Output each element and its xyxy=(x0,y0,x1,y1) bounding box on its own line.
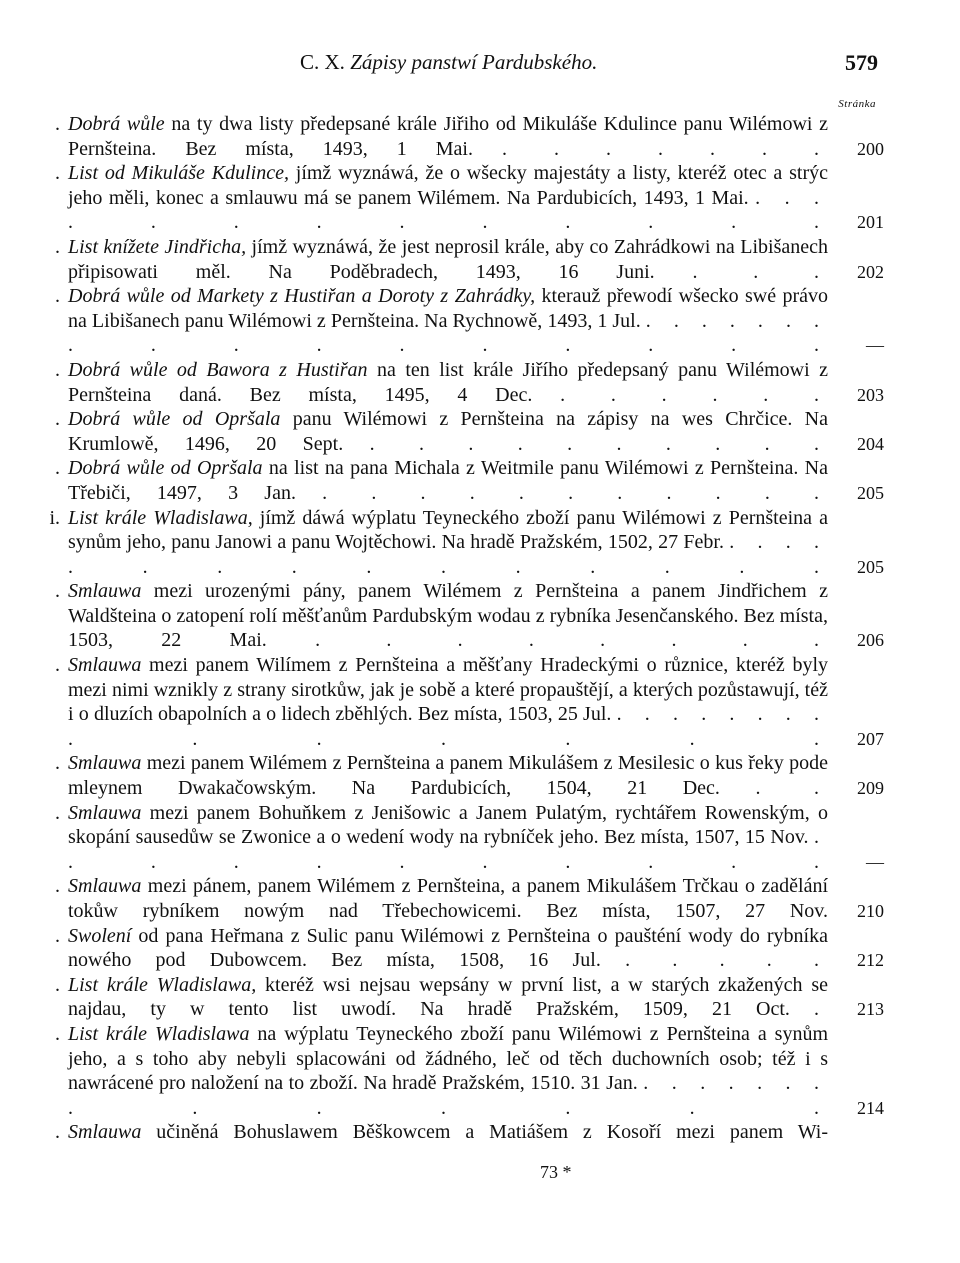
calendar-entry xyxy=(55,358,884,407)
running-head xyxy=(0,50,960,80)
entry-bullet: . xyxy=(55,801,60,824)
entry-body: učiněná Bohuslawem Běškowcem a Matiášem z Kosoří mezi panem Wi- xyxy=(156,1121,828,1144)
entry-bullet: . xyxy=(55,235,60,258)
entry-title: Smlauwa xyxy=(68,654,142,677)
entry-text xyxy=(68,973,828,1022)
entry-text xyxy=(68,112,828,161)
calendar-entry xyxy=(55,112,884,161)
leader-dots: . . . . . . . . . . . . . . . xyxy=(68,531,829,578)
entry-title: Swolení xyxy=(68,924,132,947)
entry-page-ref: 209 xyxy=(857,778,884,799)
entry-page-ref: 205 xyxy=(857,482,884,503)
leader-dots: . . . . . . . . . . xyxy=(369,432,829,455)
entry-body: mezi pánem, panem Wilémem z Pernšteina, a panem Mikulášem Trčkau o zadělání tokůw rybníkem nowým nad Třebechowicemi. Bez místa, 1507, 27 Nov. xyxy=(68,875,828,922)
entry-text xyxy=(68,924,828,973)
entry-title: Smlauwa xyxy=(68,752,142,775)
entry-body: mezi panem Wilémem z Pernšteina a panem Mikulášem z Mesilesic o kus řeky pode mleynem Dwakačowským. Na Pardubicích, 1504, 21 Dec. xyxy=(68,752,829,800)
entry-body: mezi panem Bohuňkem z Jenišowic a Janem Pulatým, rychtářem Rowenským, o skopání sausedůw se Zwonice a o wedení wody na rybníček jeho. Bez místa, 1507, 15 Nov. xyxy=(68,801,828,849)
entry-title: List krále Wladislawa, xyxy=(68,506,253,529)
entry-text xyxy=(68,1022,828,1120)
entry-text xyxy=(68,284,828,358)
leader-dots: . . . . . . . . . . . . . . . . . xyxy=(68,309,829,357)
entry-bullet: . xyxy=(55,973,60,996)
entry-text xyxy=(68,456,828,505)
calendar-entry xyxy=(55,801,884,875)
entry-body: jímž dáwá wýplatu Teyneckého zboží panu Wilémowi z Pernšteina a synům jeho, panu Janowi a panu Wojtěchowi. Na hradě Pražském, 1502, 27 Febr. xyxy=(68,506,828,554)
entry-bullet: . xyxy=(55,1022,60,1045)
leader-dots: . . . . . . . . . . . . . . . xyxy=(68,703,828,750)
leader-dots: . . . . . . . . . . . . . xyxy=(68,186,828,234)
entry-bullet: . xyxy=(55,358,60,381)
entry-body: kteréž wsi nejsau wepsány w první list, a w starých zkažených se najdau, ty w tento list uwodí. Na hradě Pražském, 1509, 21 Oct. xyxy=(68,973,829,1021)
entry-text xyxy=(68,874,828,923)
entry-title: Dobrá wůle od Opršala xyxy=(68,457,263,480)
leader-dots: . . . . . . . . . . . xyxy=(68,826,828,873)
leader-dots: . . xyxy=(755,777,828,800)
entry-text xyxy=(68,1120,828,1145)
entry-page-ref: 203 xyxy=(857,384,884,405)
entry-page-ref: 206 xyxy=(857,630,884,651)
entry-text xyxy=(68,506,828,580)
entry-title: Smlauwa xyxy=(68,875,142,898)
entry-list xyxy=(0,112,960,1145)
entry-body: kterauž přewodí wšecko swé právo na Libišanech panu Wilémowi z Pernšteina. Na Rychnowě, 1493, 1 Jul. xyxy=(68,285,829,332)
entry-title: Dobrá wůle od Bawora z Hustiřan xyxy=(68,358,368,381)
entry-page-ref: — xyxy=(866,851,884,872)
entry-bullet: . xyxy=(55,875,60,898)
leader-dots: . . . . . xyxy=(625,949,829,972)
entry-bullet: . xyxy=(55,1121,60,1144)
entry-body: na list na pana Michala z Weitmile panu Wilémowi z Pernšteina. Na Třebiči, 1497, 3 Jan. xyxy=(68,457,829,504)
leader-dots: . . . . . . xyxy=(560,383,829,406)
entry-bullet: i. xyxy=(49,506,60,529)
leader-dots: . . . . . . . xyxy=(502,137,829,160)
entry-bullet: . xyxy=(55,113,60,135)
entry-title: Smlauwa xyxy=(68,580,142,603)
entry-body: jímž wyznáwá, že jest neprosil krále, aby co Zahrádkowi na Libišanech připisowati měl. Na Poděbradech, 1493, 16 Juni. xyxy=(68,235,828,283)
entry-title: List od Mikuláše Kdulince, xyxy=(68,162,289,185)
entry-bullet: . xyxy=(55,285,60,308)
calendar-entry xyxy=(55,874,884,923)
entry-title: List krále Wladislawa, xyxy=(68,973,257,996)
entry-body: na ten list krále Jiřího předepsaný panu Wilémowi z Pernšteina daná. Bez místa, 1495, 4 Dec. xyxy=(68,358,829,406)
entry-page-ref: 205 xyxy=(857,556,884,577)
chapter-title: Zápisy panstwí Pardubského. xyxy=(350,50,598,74)
page-number: 579 xyxy=(845,50,878,75)
entry-title: List knížete Jindřicha, xyxy=(68,235,247,258)
entry-title: Dobrá wůle od Opršala xyxy=(68,408,281,431)
calendar-entry xyxy=(55,1120,828,1145)
entry-page-ref: 212 xyxy=(857,950,884,971)
entry-page-ref: 207 xyxy=(857,728,884,749)
calendar-entry xyxy=(55,653,884,751)
entry-title: Smlauwa xyxy=(68,1121,142,1144)
entry-title: Dobrá wůle xyxy=(68,113,165,135)
calendar-entry xyxy=(55,579,884,653)
entry-bullet: . xyxy=(55,654,60,677)
entry-body: mezi urozenými pány, panem Wilémem z Pernšteina a panem Jindřichem z Waldšteina o zatopení rolí měšťanům Pardubským wodau z rybníka Jesenčanského. Bez místa, 1503, 22 Mai. xyxy=(68,580,828,652)
entry-page-ref: 214 xyxy=(857,1097,884,1118)
page-column-label: Stránka xyxy=(838,98,876,110)
entry-bullet: . xyxy=(55,924,60,947)
calendar-entry xyxy=(49,506,884,580)
entry-page-ref: 210 xyxy=(857,901,884,921)
entry-page-ref: 202 xyxy=(857,261,884,282)
calendar-entry xyxy=(55,456,884,505)
entry-bullet: . xyxy=(55,408,60,431)
entry-bullet: . xyxy=(55,580,60,603)
calendar-entry xyxy=(55,407,884,456)
entry-bullet: . xyxy=(55,162,60,185)
running-title xyxy=(300,50,597,75)
entry-text xyxy=(68,801,828,875)
entry-text xyxy=(68,358,828,407)
chapter-number: C. X. xyxy=(300,50,345,74)
entry-text xyxy=(68,751,828,800)
entry-text xyxy=(68,235,828,284)
calendar-entry xyxy=(55,924,884,973)
entry-bullet: . xyxy=(55,457,60,480)
entry-text xyxy=(68,407,828,456)
leader-dots: . . . . . . . . . . . . . . xyxy=(68,1072,829,1119)
entry-page-ref: 213 xyxy=(857,999,884,1020)
sheet-signature: 73 * xyxy=(540,1162,572,1182)
entry-text xyxy=(68,161,828,235)
entry-body: od pana Heřmana z Sulic panu Wilémowi z Pernšteina o paušténí wody do rybníka nowého pod Dubowcem. Bez místa, 1508, 16 Jul. xyxy=(68,924,828,972)
entry-title: Smlauwa xyxy=(68,801,142,824)
entry-page-ref: 201 xyxy=(857,212,884,233)
calendar-entry xyxy=(55,284,884,358)
calendar-entry xyxy=(55,973,884,1022)
leader-dots: . . . . . . . . xyxy=(315,629,829,652)
entry-page-ref: — xyxy=(866,335,884,356)
entry-body: na ty dwa listy předepsané krále Jiřiho od Mikuláše Kdulince panu Wilémowi z Pernšteina. Bez místa, 1493, 1 Mai. xyxy=(68,113,829,160)
calendar-entry xyxy=(55,751,884,800)
calendar-entry xyxy=(55,235,884,284)
entry-text xyxy=(68,653,828,751)
calendar-entry xyxy=(55,1022,884,1120)
entry-body: na wýplatu Teyneckého zboží panu Wilémowi z Pernšteina a synům jeho, a s toho aby nebyli splacowáni od žádného, leč od těch duchowních osob; též i s nawrácené pro naložení na to zboží. Na hradě Pražském, 1510. 31 Jan. xyxy=(68,1022,828,1095)
entry-text xyxy=(68,579,828,653)
leader-dots: . . . xyxy=(692,260,829,283)
entry-page-ref: 204 xyxy=(857,433,884,454)
entry-body: mezi panem Wilímem z Pernšteina a měšťany Hradeckými o různice, kteréž byly mezi nimi wznikly z strany sirotkůw, jak je sobě a které propauštějí, a kterých pozůstawují, též i o dluzích obapolních a o lidech zběhlých. Bez místa, 1503, 25 Jul. xyxy=(68,654,829,726)
leader-dots: . xyxy=(814,998,828,1021)
entry-body: jímž wyznáwá, že o wšecky majestáty a listy, kteréž otec a strýc jeho měli, konec a smlauwu má se panem Wilémem. Na Pardubicích, 1493, 1 Mai. xyxy=(68,162,828,209)
entry-body: panu Wilémowi z Pernšteina na zápisy na wes Chrčice. Na Krumlowě, 1496, 20 Sept. xyxy=(68,408,828,455)
entry-title: List krále Wladislawa xyxy=(68,1022,250,1045)
entry-page-ref: 200 xyxy=(857,138,884,159)
calendar-entry xyxy=(55,161,884,235)
entry-bullet: . xyxy=(55,752,60,775)
entry-title: Dobrá wůle od Markety z Hustiřan a Doroty z Zahrádky, xyxy=(68,285,536,308)
leader-dots: . . . . . . . . . . . xyxy=(322,481,829,504)
